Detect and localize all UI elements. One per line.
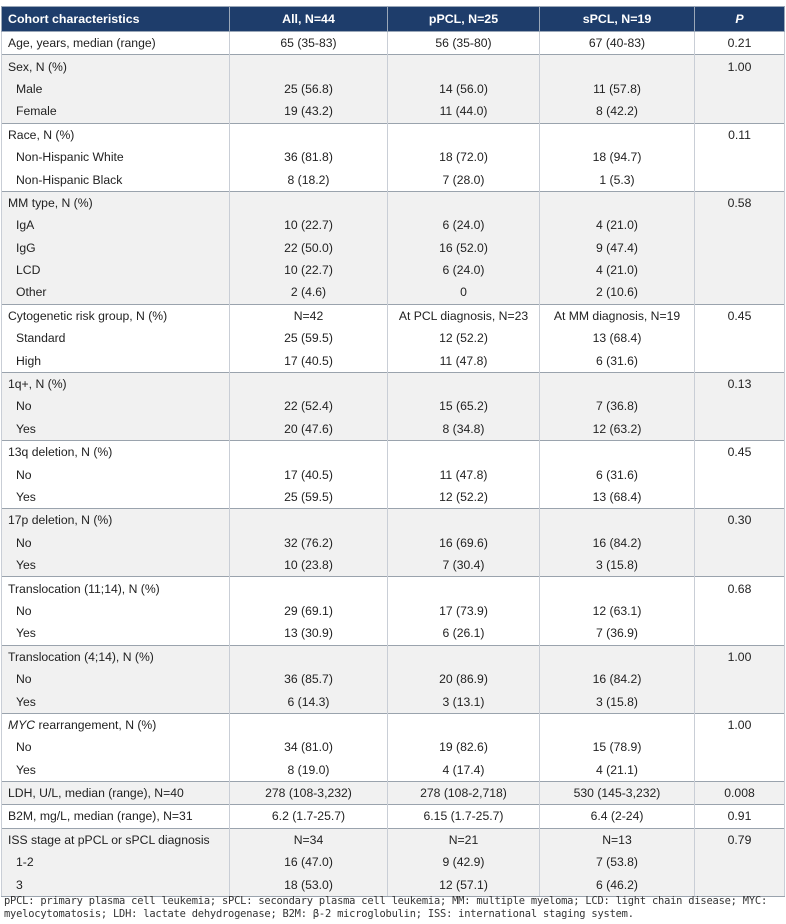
ppcl-value: N=21: [388, 828, 540, 851]
subcategory-label: No: [2, 532, 230, 554]
gene-name: MYC: [8, 717, 36, 732]
subcategory-label: Standard: [2, 327, 230, 349]
characteristic-label: B2M, mg/L, median (range), N=31: [2, 805, 230, 828]
ppcl-value: 14 (56.0): [388, 78, 540, 100]
table-row: [2, 78, 785, 100]
p-value: 0.30: [695, 509, 785, 532]
table-row: [2, 441, 785, 464]
subcategory-label: IgA: [2, 214, 230, 236]
spcl-value: 9 (47.4): [540, 237, 695, 259]
spcl-value: 6 (31.6): [540, 349, 695, 372]
all-value: 2 (4.6): [230, 281, 388, 304]
ppcl-value: 278 (108-2,718): [388, 781, 540, 804]
subcategory-label: No: [2, 668, 230, 690]
header-all: All, N=44: [230, 7, 388, 32]
spcl-value: 4 (21.0): [540, 259, 695, 281]
p-value: 0.79: [695, 828, 785, 851]
p-value: [695, 668, 785, 690]
all-value: 22 (50.0): [230, 237, 388, 259]
all-value: [230, 509, 388, 532]
ppcl-value: [388, 123, 540, 146]
ppcl-value: [388, 577, 540, 600]
p-value: [695, 281, 785, 304]
table-row: [2, 805, 785, 828]
spcl-value: 3 (15.8): [540, 554, 695, 577]
p-value: [695, 327, 785, 349]
p-value: 1.00: [695, 645, 785, 668]
ppcl-value: 12 (52.2): [388, 327, 540, 349]
table-row: [2, 214, 785, 236]
p-value: [695, 736, 785, 758]
characteristic-label: 17p deletion, N (%): [2, 509, 230, 532]
table-row: [2, 349, 785, 372]
table-row: [2, 668, 785, 690]
table-row: [2, 100, 785, 123]
table-row: [2, 645, 785, 668]
all-value: 32 (76.2): [230, 532, 388, 554]
p-value: [695, 759, 785, 782]
spcl-value: 12 (63.2): [540, 418, 695, 441]
ppcl-value: [388, 713, 540, 736]
header-spcl: sPCL, N=19: [540, 7, 695, 32]
spcl-value: [540, 509, 695, 532]
p-value: [695, 100, 785, 123]
table-row: [2, 259, 785, 281]
ppcl-value: 9 (42.9): [388, 851, 540, 873]
table-row: [2, 372, 785, 395]
spcl-value: 1 (5.3): [540, 168, 695, 191]
p-value: 0.45: [695, 304, 785, 327]
characteristic-label: Race, N (%): [2, 123, 230, 146]
subcategory-label: 1-2: [2, 851, 230, 873]
p-value: [695, 418, 785, 441]
all-value: 17 (40.5): [230, 463, 388, 485]
p-value: [695, 463, 785, 485]
p-value: [695, 622, 785, 645]
header-ppcl: pPCL, N=25: [388, 7, 540, 32]
all-value: 8 (18.2): [230, 168, 388, 191]
ppcl-value: [388, 372, 540, 395]
subcategory-label: Yes: [2, 554, 230, 577]
cohort-characteristics-table: [1, 6, 785, 897]
all-value: [230, 372, 388, 395]
table-row: [2, 851, 785, 873]
table-row: [2, 577, 785, 600]
p-value: [695, 600, 785, 622]
all-value: 29 (69.1): [230, 600, 388, 622]
spcl-value: 11 (57.8): [540, 78, 695, 100]
spcl-value: 4 (21.1): [540, 759, 695, 782]
spcl-value: [540, 191, 695, 214]
spcl-value: 7 (53.8): [540, 851, 695, 873]
all-value: [230, 55, 388, 78]
characteristic-label: 13q deletion, N (%): [2, 441, 230, 464]
p-value: 0.58: [695, 191, 785, 214]
table-row: [2, 281, 785, 304]
all-value: [230, 577, 388, 600]
characteristic-label: LDH, U/L, median (range), N=40: [2, 781, 230, 804]
table-row: [2, 828, 785, 851]
subcategory-label: Male: [2, 78, 230, 100]
table-row: [2, 713, 785, 736]
all-value: 6 (14.3): [230, 690, 388, 713]
all-value: 16 (47.0): [230, 851, 388, 873]
all-value: 65 (35-83): [230, 32, 388, 55]
characteristic-label: MM type, N (%): [2, 191, 230, 214]
all-value: 278 (108-3,232): [230, 781, 388, 804]
table-row: [2, 873, 785, 896]
ppcl-value: 20 (86.9): [388, 668, 540, 690]
p-value: [695, 554, 785, 577]
characteristic-label: 1q+, N (%): [2, 372, 230, 395]
characteristic-label: ISS stage at pPCL or sPCL diagnosis: [2, 828, 230, 851]
p-value: 0.91: [695, 805, 785, 828]
spcl-value: [540, 441, 695, 464]
table-row: [2, 600, 785, 622]
all-value: [230, 645, 388, 668]
all-value: 22 (52.4): [230, 395, 388, 417]
subcategory-label: Yes: [2, 759, 230, 782]
all-value: 8 (19.0): [230, 759, 388, 782]
table-row: [2, 327, 785, 349]
spcl-value: 13 (68.4): [540, 327, 695, 349]
table-row: [2, 191, 785, 214]
ppcl-value: 3 (13.1): [388, 690, 540, 713]
subcategory-label: Yes: [2, 690, 230, 713]
all-value: 25 (59.5): [230, 327, 388, 349]
p-value: 0.68: [695, 577, 785, 600]
subcategory-label: IgG: [2, 237, 230, 259]
p-value: [695, 532, 785, 554]
ppcl-value: 19 (82.6): [388, 736, 540, 758]
subcategory-label: Yes: [2, 486, 230, 509]
all-value: 36 (81.8): [230, 146, 388, 168]
ppcl-value: 12 (57.1): [388, 873, 540, 896]
spcl-value: 67 (40-83): [540, 32, 695, 55]
header-row: [2, 7, 785, 32]
spcl-value: [540, 123, 695, 146]
p-value: 0.13: [695, 372, 785, 395]
spcl-value: 16 (84.2): [540, 668, 695, 690]
ppcl-value: [388, 191, 540, 214]
ppcl-value: 6 (24.0): [388, 259, 540, 281]
characteristic-label: Translocation (11;14), N (%): [2, 577, 230, 600]
p-value: [695, 349, 785, 372]
all-value: N=34: [230, 828, 388, 851]
spcl-value: 6 (31.6): [540, 463, 695, 485]
spcl-value: [540, 372, 695, 395]
ppcl-value: At PCL diagnosis, N=23: [388, 304, 540, 327]
ppcl-value: 7 (30.4): [388, 554, 540, 577]
subcategory-label: No: [2, 463, 230, 485]
ppcl-value: 7 (28.0): [388, 168, 540, 191]
characteristic-label: [2, 713, 230, 736]
table-row: [2, 237, 785, 259]
characteristic-label: Sex, N (%): [2, 55, 230, 78]
p-value: [695, 259, 785, 281]
table-row: [2, 690, 785, 713]
spcl-value: 16 (84.2): [540, 532, 695, 554]
subcategory-label: No: [2, 736, 230, 758]
subcategory-label: Yes: [2, 418, 230, 441]
table-row: [2, 486, 785, 509]
header-p-value: P: [695, 7, 785, 32]
subcategory-label: Yes: [2, 622, 230, 645]
table-row: [2, 554, 785, 577]
p-value: [695, 237, 785, 259]
all-value: [230, 191, 388, 214]
p-value: 0.21: [695, 32, 785, 55]
all-value: 20 (47.6): [230, 418, 388, 441]
p-value: 0.45: [695, 441, 785, 464]
all-value: 10 (22.7): [230, 259, 388, 281]
characteristic-label: Age, years, median (range): [2, 32, 230, 55]
all-value: [230, 713, 388, 736]
ppcl-value: [388, 55, 540, 78]
table-row: [2, 509, 785, 532]
table-row: [2, 781, 785, 804]
p-value: [695, 486, 785, 509]
spcl-value: N=13: [540, 828, 695, 851]
all-value: 10 (23.8): [230, 554, 388, 577]
p-value: [695, 395, 785, 417]
spcl-value: 6.4 (2-24): [540, 805, 695, 828]
table-row: [2, 123, 785, 146]
spcl-value: 7 (36.8): [540, 395, 695, 417]
p-value: [695, 873, 785, 896]
spcl-value: 18 (94.7): [540, 146, 695, 168]
table-footnote: pPCL: primary plasma cell leukemia; sPCL: secondary plasma cell leukemia; MM: multiple myeloma; LCD: light chain disease; MYC: myelocytomatosis; LDH: lactate dehydrogenase; B2M: β-2 microglobulin; ISS: international staging system.: [4, 895, 768, 920]
subcategory-label: Non-Hispanic White: [2, 146, 230, 168]
all-value: 10 (22.7): [230, 214, 388, 236]
ppcl-value: 11 (47.8): [388, 349, 540, 372]
all-value: 25 (59.5): [230, 486, 388, 509]
subcategory-label: High: [2, 349, 230, 372]
spcl-value: 12 (63.1): [540, 600, 695, 622]
spcl-value: [540, 55, 695, 78]
ppcl-value: 18 (72.0): [388, 146, 540, 168]
ppcl-value: 15 (65.2): [388, 395, 540, 417]
p-value: 1.00: [695, 55, 785, 78]
spcl-value: 4 (21.0): [540, 214, 695, 236]
spcl-value: [540, 577, 695, 600]
ppcl-value: 6 (24.0): [388, 214, 540, 236]
p-value: [695, 168, 785, 191]
characteristic-label: Translocation (4;14), N (%): [2, 645, 230, 668]
all-value: 34 (81.0): [230, 736, 388, 758]
spcl-value: 2 (10.6): [540, 281, 695, 304]
ppcl-value: 11 (44.0): [388, 100, 540, 123]
table-row: [2, 168, 785, 191]
p-value: [695, 214, 785, 236]
ppcl-value: 6.15 (1.7-25.7): [388, 805, 540, 828]
ppcl-value: 16 (52.0): [388, 237, 540, 259]
ppcl-value: [388, 509, 540, 532]
all-value: [230, 123, 388, 146]
p-value: [695, 146, 785, 168]
all-value: [230, 441, 388, 464]
spcl-value: At MM diagnosis, N=19: [540, 304, 695, 327]
all-value: 6.2 (1.7-25.7): [230, 805, 388, 828]
spcl-value: [540, 713, 695, 736]
all-value: 13 (30.9): [230, 622, 388, 645]
all-value: 18 (53.0): [230, 873, 388, 896]
table-row: [2, 55, 785, 78]
subcategory-label: Non-Hispanic Black: [2, 168, 230, 191]
subcategory-label: Other: [2, 281, 230, 304]
table-row: [2, 146, 785, 168]
p-value: [695, 690, 785, 713]
table-row: [2, 463, 785, 485]
subcategory-label: Female: [2, 100, 230, 123]
spcl-value: 15 (78.9): [540, 736, 695, 758]
p-value: 1.00: [695, 713, 785, 736]
p-value: [695, 78, 785, 100]
ppcl-value: [388, 645, 540, 668]
spcl-value: 13 (68.4): [540, 486, 695, 509]
spcl-value: 7 (36.9): [540, 622, 695, 645]
header-cohort-characteristics: Cohort characteristics: [2, 7, 230, 32]
spcl-value: 3 (15.8): [540, 690, 695, 713]
ppcl-value: 6 (26.1): [388, 622, 540, 645]
all-value: 36 (85.7): [230, 668, 388, 690]
table-row: [2, 418, 785, 441]
table-row: [2, 32, 785, 55]
label-rest: rearrangement, N (%): [35, 717, 157, 732]
ppcl-value: 8 (34.8): [388, 418, 540, 441]
all-value: N=42: [230, 304, 388, 327]
ppcl-value: 11 (47.8): [388, 463, 540, 485]
spcl-value: 530 (145-3,232): [540, 781, 695, 804]
table-row: [2, 622, 785, 645]
spcl-value: 6 (46.2): [540, 873, 695, 896]
ppcl-value: 12 (52.2): [388, 486, 540, 509]
ppcl-value: 0: [388, 281, 540, 304]
table-row: [2, 395, 785, 417]
subcategory-label: 3: [2, 873, 230, 896]
subcategory-label: No: [2, 600, 230, 622]
table-row: [2, 532, 785, 554]
all-value: 17 (40.5): [230, 349, 388, 372]
table-row: [2, 736, 785, 758]
p-value: [695, 851, 785, 873]
p-value: 0.11: [695, 123, 785, 146]
ppcl-value: [388, 441, 540, 464]
table-header: [2, 7, 785, 32]
ppcl-value: 16 (69.6): [388, 532, 540, 554]
subcategory-label: No: [2, 395, 230, 417]
p-value: 0.008: [695, 781, 785, 804]
table-row: [2, 759, 785, 782]
table-row: [2, 304, 785, 327]
spcl-value: [540, 645, 695, 668]
spcl-value: 8 (42.2): [540, 100, 695, 123]
ppcl-value: 17 (73.9): [388, 600, 540, 622]
characteristic-label: Cytogenetic risk group, N (%): [2, 304, 230, 327]
all-value: 25 (56.8): [230, 78, 388, 100]
table-body: [2, 32, 785, 897]
subcategory-label: LCD: [2, 259, 230, 281]
ppcl-value: 4 (17.4): [388, 759, 540, 782]
all-value: 19 (43.2): [230, 100, 388, 123]
ppcl-value: 56 (35-80): [388, 32, 540, 55]
